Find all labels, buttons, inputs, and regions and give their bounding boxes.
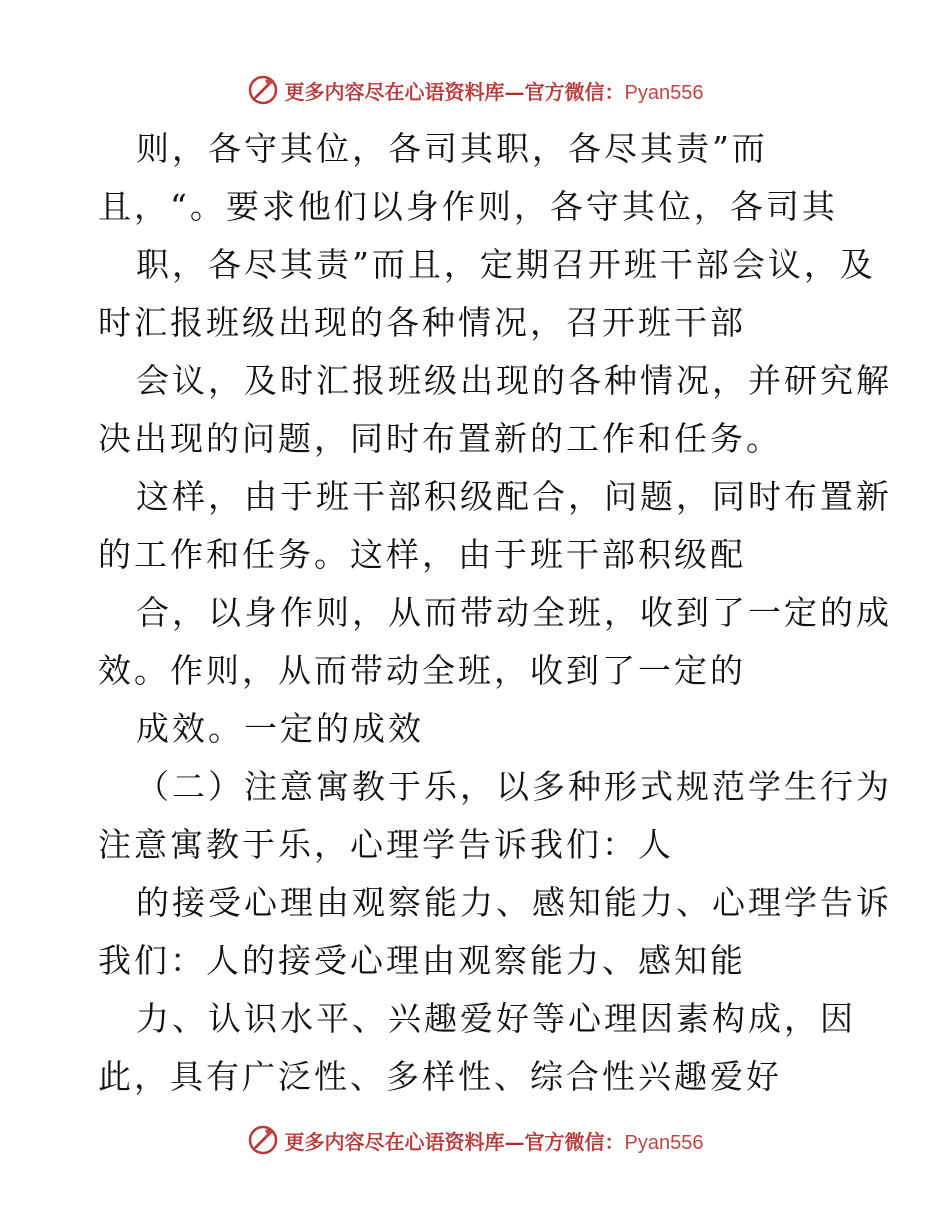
text-line: 会议，及时汇报班级出现的各种情况，并研究解 <box>136 361 892 400</box>
footer-banner <box>0 1120 950 1160</box>
text-line: 我们：人的接受心理由观察能力、感知能 <box>98 941 746 980</box>
text-line: 则，各守其位，各司其职，各尽其责”而 <box>136 129 768 168</box>
banner-wechat-label: 官方微信： <box>524 1129 625 1154</box>
text-line: 时汇报班级出现的各种情况，召开班干部 <box>98 303 746 342</box>
banner-wechat-label: 官方微信： <box>524 79 625 104</box>
banner-account: Pyan556 <box>624 81 704 104</box>
text-line: 注意寓教于乐，心理学告诉我们：人 <box>98 825 674 864</box>
banner-caption <box>285 76 704 105</box>
text-line: 成效。一定的成效 <box>136 709 424 748</box>
header-banner <box>0 70 950 110</box>
text-line: 效。作则，从而带动全班，收到了一定的 <box>98 651 746 690</box>
text-line: 合，以身作则，从而带动全班，收到了一定的成 <box>136 593 892 632</box>
banner-account: Pyan556 <box>624 1131 704 1154</box>
text-line: 的接受心理由观察能力、感知能力、心理学告诉 <box>136 883 892 922</box>
text-line: 力、认识水平、兴趣爱好等心理因素构成，因 <box>136 999 856 1038</box>
quill-logo-icon <box>247 74 279 106</box>
text-line: 决出现的问题，同时布置新的工作和任务。 <box>98 419 782 458</box>
banner-dash: — <box>504 1129 525 1154</box>
text-line: 这样，由于班干部积级配合，问题，同时布置新 <box>136 477 892 516</box>
document-body <box>98 120 892 1106</box>
text-line: 的工作和任务。这样，由于班干部积级配 <box>98 535 746 574</box>
section-heading: （二）注意寓教于乐，以多种形式规范学生行为 <box>136 767 892 806</box>
banner-dash: — <box>504 79 525 104</box>
banner-prefix: 更多内容尽在心语资料库 <box>284 1129 505 1154</box>
quill-logo-icon <box>247 1124 279 1156</box>
text-line: 此，具有广泛性、多样性、综合性兴趣爱好 <box>98 1057 782 1096</box>
text-line: 且，“。要求他们以身作则，各守其位，各司其 <box>98 187 838 226</box>
text-line: 职，各尽其责”而且，定期召开班干部会议，及 <box>136 245 876 284</box>
banner-prefix: 更多内容尽在心语资料库 <box>284 79 505 104</box>
banner-caption <box>285 1126 704 1155</box>
